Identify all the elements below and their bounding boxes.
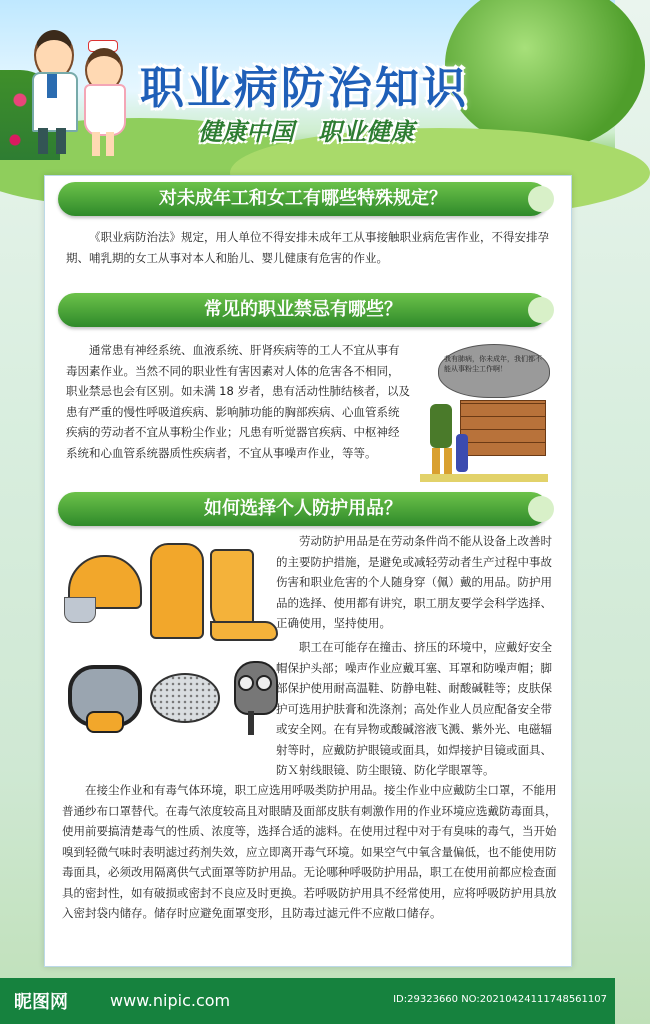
slogan: 健康中国 职业健康: [198, 118, 414, 146]
section-paragraph: 职工在可能存在撞击、挤压的环境中，应戴好安全帽保护头部；噪声作业应戴耳塞、耳罩和防噪声帽；脚部保护使用耐高温鞋、防静电鞋、耐酸碱鞋等；皮肤保护可选用护肤膏和洗涤剂；高处作业人员应配备安全带或安全网。在有异物或酸碱溶液飞溅、紫外光、电磁辐射等时，应戴防护眼镜或面具，如焊接护目镜或面具、防Ｘ射线眼镜、防尘眼镜、防化学眼罩等。: [276, 640, 552, 777]
site-logo: 昵图网: [14, 992, 68, 1013]
section-heading-contraindications: 常见的职业禁忌有哪些？: [58, 293, 548, 327]
page-title: 职业病防治知识: [140, 63, 469, 114]
glove-icon: [150, 543, 204, 639]
doctor-illustration: [28, 30, 78, 158]
section-heading-protective-equipment: 如何选择个人防护用品？: [58, 492, 548, 526]
speech-bubble-text: 我有肺病，你未成年，我们都不能从事粉尘工作啊！: [444, 355, 542, 373]
nurse-illustration: [80, 40, 126, 158]
worker-child-illustration: [420, 344, 548, 482]
watermark-footer: [0, 978, 615, 1024]
site-url: www.nipic.com: [110, 991, 231, 1010]
section-paragraph: 通常患有神经系统、血液系统、肝肾疾病等的工人不宜从事有毒因素作业。当然不同的职业性有害因素对人体的危害各不相同，职业禁忌也会有区别。如未满 18 岁者，患有活动性肺结核者，以及患有严重的慢性呼吸道疾病、影响肺功能的胸部疾病、心血管系统疾病的劳动者不宜从事粉尘作业；凡患有听觉器官疾病、中枢神经系统和心血管系统器质性疾病者，不宜从事噪声作业，等等。: [66, 343, 410, 460]
section-paragraph: 《职业病防治法》规定，用人单位不得安排未成年工从事接触职业病危害作业，不得安排孕期、哺乳期的女工从事对本人和胎儿、婴儿健康有危害的作业。: [66, 230, 549, 265]
section-paragraph: 劳动防护用品是在劳动条件尚不能从设备上改善时的主要防护措施，是避免或减轻劳动者生产过程中事故伤害和职业危害的个人随身穿（佩）戴的用品。防护用品的选择、使用都有讲究，职工朋友要学会科学选择、正确使用，坚持使用。: [276, 534, 552, 630]
image-id: ID:29323660 NO:20210424111748561107: [393, 994, 607, 1005]
ppe-illustrations: [62, 535, 284, 747]
dust-mask-icon: [150, 673, 220, 723]
section-heading-minors-women: 对未成年工和女工有哪些特殊规定？: [58, 182, 548, 216]
header-banner: [0, 0, 615, 165]
section-paragraph: 在接尘作业和有毒气体环境，职工应选用呼吸类防护用品。接尘作业中应戴防尘口罩，不能用普通纱布口罩替代。在毒气浓度较高且对眼睛及面部皮肤有刺激作用的作业环境应选戴防毒面具，使用前要搞清楚毒气的性质、浓度等，选择合适的滤料。在使用过程中对于有臭味的毒气，当开始嗅到轻微气味时表明滤过药剂失效，应立即离开毒气环境。如果空气中氧含量偏低，也不能使用防毒面具，必须改用隔离供气式面罩等防护用品。无论哪种呼吸防护用品，职工在使用前都应检查面具的密封性，如有破损或密封不良应及时更换。若呼吸防护用具不经常使用，应将呼吸防护用具放入密封袋内储存。储存时应避免面罩变形，且防毒过滤元件不应敞口储存。: [62, 783, 557, 920]
tree-decoration: [445, 0, 645, 150]
